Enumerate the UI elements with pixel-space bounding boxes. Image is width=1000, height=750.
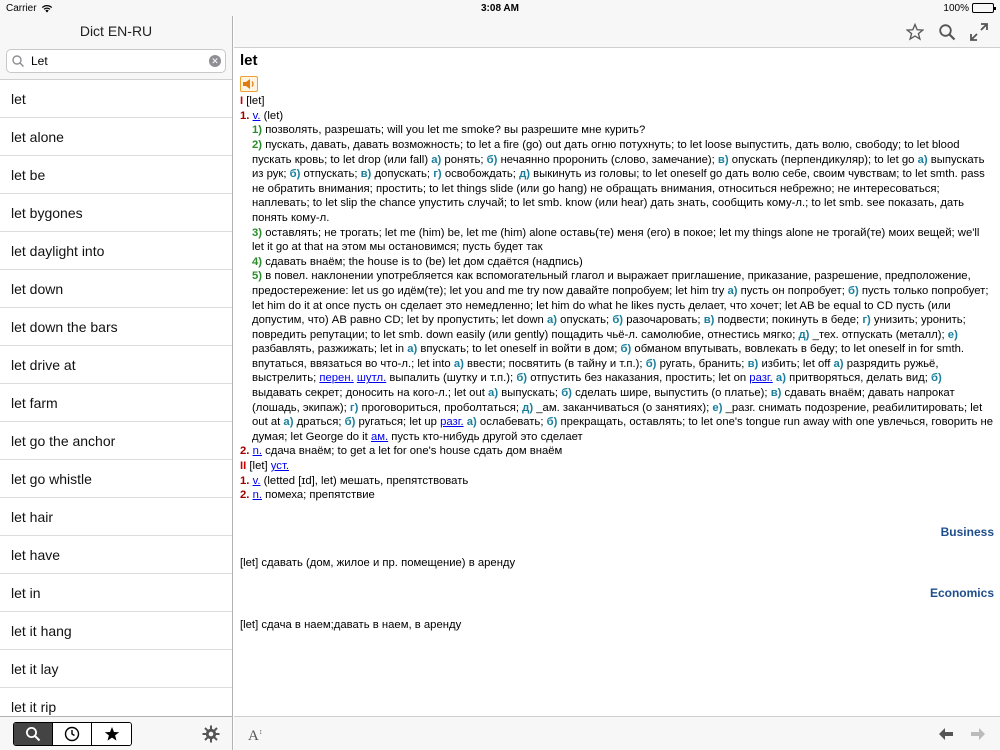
noun-abbrev-link[interactable]: n.: [252, 445, 262, 458]
homonym-1-header: I [let]: [240, 95, 265, 108]
back-arrow-icon[interactable]: [938, 727, 954, 741]
clock-icon: [64, 726, 80, 742]
word-list-item[interactable]: let daylight into: [0, 232, 232, 270]
sense-1-3: 3) оставлять; не трогать; let me (him) be, let me (him) alone оставь(те) меня (его) в покое; let my things alone не трогай(те) моих вещей; we'll let it go at that на этом мы остановимся; пусть будет так: [252, 226, 980, 254]
status-time: 3:08 AM: [481, 2, 519, 14]
word-list: [0, 80, 232, 732]
battery-icon: [972, 3, 994, 13]
section-body-business: [let] сдавать (дом, жилое и пр. помещение) в аренду: [240, 557, 516, 570]
word-list-panel: [0, 16, 233, 750]
word-list-item[interactable]: let down the bars: [0, 308, 232, 346]
word-list-item[interactable]: let go the anchor: [0, 422, 232, 460]
article-content: [234, 48, 1000, 717]
settings-gear-icon[interactable]: [202, 725, 220, 743]
favorites-mode-button[interactable]: [92, 723, 131, 745]
homonym-2-sense-1: 1. v. (letted [ɪd], let) мешать, препятствовать: [240, 474, 469, 487]
sense-1-5: 5) в повел. наклонении употребляется как вспомогательный глагол и выражает приглашение, приказание, разрешение, предположение, предостережение: let us go идём(те); let you and me try now давайте попробуем; let him try а) пусть он попробует; б) пусть только попробует; let him do it at once пусть он сделает это немедленно; let him do what he likes пусть делает, что хочет; let AB be equal to CD пусть (или допустим, что) AB равно CD; let by пропустить; let down а) опускать; б) разочаровать; в) подвести; покинуть в беде; г) унизить; уронить; повредить репутации; to let smb. down easily (или gently) пощадить чьё-л. самолюбие, отнестись мягко; д) _тех. отпускать (металл); е) разбавлять, разжижать; let in а) впускать; to let oneself in войти в дом; б) обманом впутывать, вовлекать в беду; to let oneself in for smth. впутаться, ввязаться во что-л.; let into а) ввести; посвятить (в тайну и т.п.); б) ругать, бранить; в) избить; let off а) разрядить ружьё, выстрелить; перен. шутл. выпалить (шутку и т.п.); б) отпустить без наказания, простить; let on разг. а) притворяться, делать вид; б) выдавать секрет; доносить на кого-л.; let out а) выпускать; б) сделать шире, выпустить (о платье); в) сдавать внаём; давать напрокат (лошадь, экипаж); г) проговориться, проболтаться; д) _ам. заканчиваться (о занятиях); е) _разг. снимать подозрение, реабилитировать; let out at а) драться; б) ругаться; let up разг. а) ослабевать; б) прекращать, оставлять; to let one's tongue run away with one увлечься, говорить не думая; let George do it ам. пусть кто-нибудь другой это сделает: [252, 270, 994, 443]
headword: let: [240, 52, 258, 69]
search-icon: [11, 54, 25, 68]
section-title-economics: Economics: [929, 586, 994, 600]
pronunciation-speaker-icon[interactable]: [240, 76, 258, 92]
left-toolbar: [0, 716, 232, 750]
search-mode-button[interactable]: [14, 723, 53, 745]
svg-text:↕: ↕: [259, 728, 263, 736]
homonym-2-sense-2: 2. n. помеха; препятствие: [240, 489, 375, 502]
word-list-item[interactable]: let in: [0, 574, 232, 612]
word-list-item[interactable]: let farm: [0, 384, 232, 422]
section-title-business: Business: [940, 524, 994, 539]
navigation-arrows: [938, 727, 986, 741]
mode-segmented-control: [13, 722, 132, 746]
speaker-icon: [242, 78, 256, 90]
forward-arrow-icon[interactable]: [970, 727, 986, 741]
history-mode-button[interactable]: [53, 723, 92, 745]
noun-abbrev-link-2[interactable]: n.: [252, 489, 262, 502]
word-list-item[interactable]: let have: [0, 536, 232, 574]
fullscreen-icon[interactable]: [970, 23, 988, 41]
figurative-abbrev-link[interactable]: перен.: [319, 372, 354, 385]
favorite-star-icon[interactable]: [906, 23, 924, 41]
sense-1-header: 1. v. (let): [240, 109, 284, 122]
verb-abbrev-link[interactable]: v.: [252, 109, 261, 122]
word-list-item[interactable]: let it hang: [0, 612, 232, 650]
jocular-abbrev-link[interactable]: шутл.: [356, 372, 387, 385]
clear-search-icon[interactable]: ✕: [209, 55, 221, 67]
sense-1-2: 2) пускать, давать, давать возможность; to let a fire (go) out дать огню потухнуть; to let loose выпустить, дать волю, свободу; to let blood пускать кровь; to let drop (или fall) а) ронять; б) нечаянно проронить (слово, замечание); в) опускать (перпендикуляр); to let go а) выпускать из рук; б) отпускать; в) допускать; г) освобождать; д) выкинуть из головы; to let oneself go дать волю себе, своим чувствам; to let smth. pass не обратить внимания; простить; to let things slide (или go hang) не обращать внимания, относиться небрежно; не интересоваться; наплевать; to let slip the chance упустить случай; to let smb. know (или hear) дать знать, сообщить кому-л.; to let smb. see показать, дать понять кому-л.: [252, 138, 985, 224]
american-abbrev-link[interactable]: ам.: [370, 430, 389, 443]
word-list-item[interactable]: let go whistle: [0, 460, 232, 498]
search-input[interactable]: [25, 54, 209, 68]
verb-abbrev-link-2[interactable]: v.: [252, 474, 261, 487]
dictionary-title: Dict EN-RU: [79, 23, 153, 39]
word-list-item[interactable]: let be: [0, 156, 232, 194]
carrier-label: Carrier: [6, 2, 37, 14]
homonym-2-header: II [let] уст.: [240, 460, 290, 473]
word-list-item[interactable]: let it rip: [0, 688, 232, 726]
word-list-item[interactable]: let bygones: [0, 194, 232, 232]
star-icon: [104, 726, 120, 742]
word-list-item[interactable]: let hair: [0, 498, 232, 536]
word-list-item[interactable]: let: [0, 80, 232, 118]
obsolete-abbrev-link[interactable]: уст.: [270, 460, 290, 473]
svg-text:A: A: [248, 727, 259, 742]
article-panel: [234, 16, 1000, 750]
word-list-item[interactable]: let drive at: [0, 346, 232, 384]
font-size-icon[interactable]: [248, 726, 266, 742]
word-list-item[interactable]: let alone: [0, 118, 232, 156]
colloquial-abbrev-link-2[interactable]: разг.: [440, 416, 464, 429]
sense-1-4: 4) сдавать внаём; the house is to (be) let дом сдаётся (надпись): [252, 255, 583, 268]
search-bar: [0, 46, 232, 80]
find-in-article-icon[interactable]: [938, 23, 956, 41]
word-list-item[interactable]: let it lay: [0, 650, 232, 688]
article-toolbar: [234, 16, 1000, 48]
sense-2: 2. n. сдача внаём; to get a let for one's house сдать дом внаём: [240, 445, 563, 458]
article-bottom-toolbar: [234, 716, 1000, 750]
magnifier-icon: [25, 726, 41, 742]
sense-1-1: 1) позволять, разрешать; will you let me smoke? вы разрешите мне курить?: [252, 124, 646, 137]
battery-percent: 100%: [943, 2, 969, 14]
status-bar: [0, 0, 1000, 16]
colloquial-abbrev-link[interactable]: разг.: [749, 372, 773, 385]
search-box[interactable]: [6, 49, 226, 73]
section-body-economics: [let] сдача в наем;давать в наем, в аренду: [240, 618, 462, 631]
word-list-item[interactable]: let down: [0, 270, 232, 308]
